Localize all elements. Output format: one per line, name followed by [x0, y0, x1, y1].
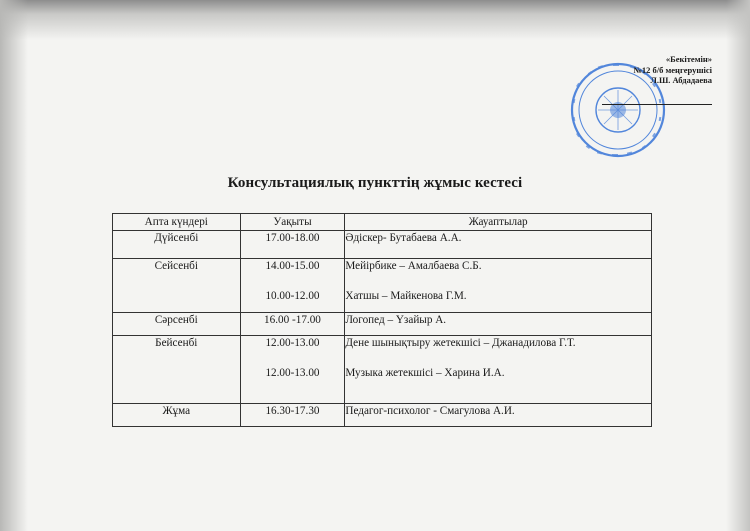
approval-block — [592, 54, 712, 105]
approval-position: №12 б/б меңгерушісі — [633, 64, 712, 75]
responsible-cell: Әдіскер- Бутабаева А.А. — [345, 232, 462, 244]
header-days: Апта күндері — [113, 214, 241, 231]
time-cell: 17.00-18.00 — [265, 232, 320, 244]
responsible-cell: Мейірбике – Амалбаева С.Б. — [345, 260, 482, 272]
scan-shadow-right — [726, 0, 750, 531]
responsible-cell: Хатшы – Майкенова Г.М. — [345, 290, 467, 302]
time-cell: 12.00-13.00 — [265, 337, 320, 349]
page-title: Консультациялық пункттің жұмыс кестесі — [227, 175, 523, 191]
day-cell: Сәрсенбі — [154, 314, 198, 326]
day-cell: Бейсенбі — [155, 337, 198, 349]
approval-heading: «Бекітемін» — [665, 54, 712, 64]
table-row — [113, 336, 652, 404]
responsible-cell: Педагог-психолог - Смагулова А.И. — [345, 405, 515, 417]
table-row — [113, 313, 652, 336]
signature-line — [602, 96, 712, 105]
responsible-cell: Музыка жетекшісі – Харина И.А. — [345, 367, 505, 379]
header-responsible: Жауаптылар — [345, 214, 652, 231]
scan-shadow-top — [0, 0, 750, 40]
table-row — [113, 259, 652, 313]
day-cell: Сейсенбі — [154, 260, 198, 272]
scan-shadow-left — [0, 0, 28, 531]
approval-signatory: Л.Ш. Абдадаева — [650, 75, 712, 85]
header-time: Уақыты — [240, 214, 345, 231]
time-cell: 12.00-13.00 — [265, 367, 320, 379]
time-cell: 14.00-15.00 — [265, 260, 320, 272]
responsible-cell: Дене шынықтыру жетекшісі – Джанадилова Г.Т. — [345, 337, 576, 349]
table-header-row — [113, 214, 652, 231]
day-cell: Дүйсенбі — [154, 232, 199, 244]
table-row — [113, 231, 652, 259]
time-cell: 10.00-12.00 — [265, 290, 320, 302]
table-row — [113, 404, 652, 427]
time-cell: 16.30-17.30 — [265, 405, 320, 417]
schedule-table — [112, 213, 652, 427]
day-cell: Жұма — [162, 405, 191, 417]
responsible-cell: Логопед – Үзайыр А. — [345, 314, 447, 326]
time-cell: 16.00 -17.00 — [264, 314, 321, 326]
